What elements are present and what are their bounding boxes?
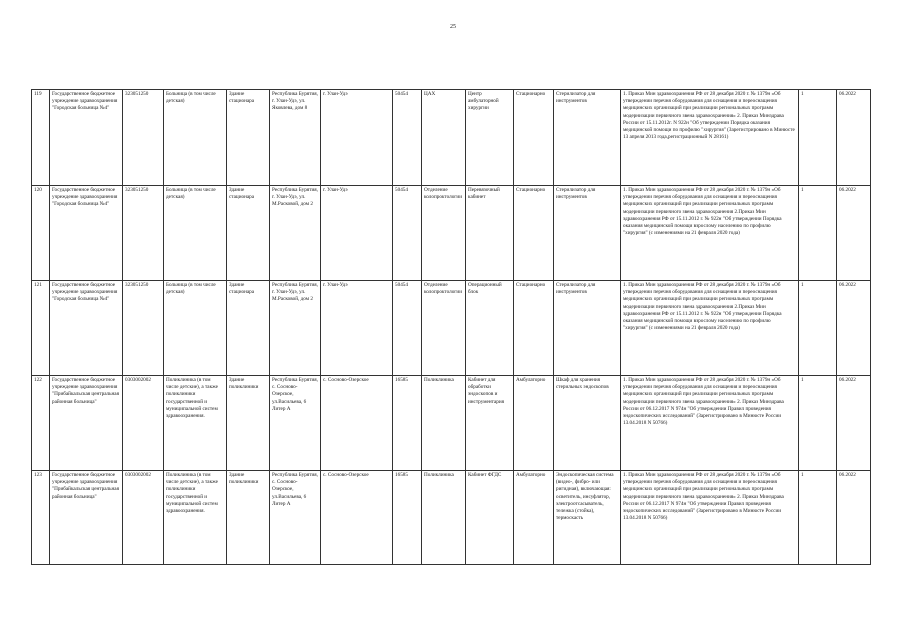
organization-code-cell: 323051250 xyxy=(123,281,164,376)
oktmo-code-cell: 50454 xyxy=(393,186,422,281)
department-cell: Отделение колопроктологии xyxy=(422,281,466,376)
table-row xyxy=(32,90,871,186)
row-number-cell: 120 xyxy=(32,186,50,281)
organization-code-cell: 323051250 xyxy=(123,186,164,281)
locality-cell: г. Улан-Удэ xyxy=(321,281,393,376)
building-type-cell: Здание стационара xyxy=(227,90,270,186)
facility-type-cell: Поликлиника (в том числе детские), а также поликлиники государственной и муниципальной систем здравоохранения. xyxy=(164,376,227,471)
building-type-cell: Здание стационара xyxy=(227,281,270,376)
legal-basis-cell: 1. Приказ Мин здравоохранения РФ от 28 декабря 2020 г. № 1379н «Об утверждении перечня оборудования для оснащения и переоснащения медицинских организаций при реализации региональных программ модернизации первичного звена здравоохранения 2.Приказ Мин здравоохранения РФ от 15.11.2012 г. № 922н "Об утверждении Порядка оказания медицинской помощи взрослому населению по профилю "хирургия" (с изменениями на 21 февраля 2020 года) xyxy=(621,281,799,376)
department-cell: Поликлиника xyxy=(422,376,466,471)
subdivision-cell: Операционный блок xyxy=(466,281,514,376)
row-number-cell: 121 xyxy=(32,281,50,376)
organization-code-cell: 0303002002 xyxy=(123,471,164,565)
organization-name-cell: Государственное бюджетное учреждение здравоохранения "Прибайкальская центральная районная больница" xyxy=(50,471,123,565)
facility-type-cell: Больница (в том числе детская) xyxy=(164,186,227,281)
table-row xyxy=(32,376,871,471)
equipment-name-cell: Стерилизатор для инструментов xyxy=(554,281,621,376)
equipment-table xyxy=(31,89,871,565)
building-type-cell: Здание поликлиники xyxy=(227,471,270,565)
address-cell: Республика Бурятия, г. Улан-Удэ, ул. М.Расковой, дом 2 xyxy=(270,281,321,376)
delivery-date-cell: 06.2022 xyxy=(837,186,871,281)
care-type-cell: Стационарно xyxy=(514,90,554,186)
table-row xyxy=(32,471,871,565)
care-type-cell: Стационарно xyxy=(514,186,554,281)
organization-name-cell: Государственное бюджетное учреждение здравоохранения "Прибайкальская центральная районная больница" xyxy=(50,376,123,471)
department-cell: Поликлиника xyxy=(422,471,466,565)
row-number-cell: 119 xyxy=(32,90,50,186)
locality-cell: с. Сосново-Озерское xyxy=(321,471,393,565)
quantity-cell: 1 xyxy=(799,376,837,471)
subdivision-cell: Перевязочный кабинет xyxy=(466,186,514,281)
equipment-name-cell: Эндоскопическая система (видео-, фибро- или ригидная), включающая: осветитель, инсуфлятор, электроотсасыватель, тележка (стойка), термоскасть xyxy=(554,471,621,565)
department-cell: Отделение колопроктологии xyxy=(422,186,466,281)
building-type-cell: Здание поликлиники xyxy=(227,376,270,471)
address-cell: Республика Бурятия, г. Улан-Удэ, ул. Яковлева, дом 8 xyxy=(270,90,321,186)
building-type-cell: Здание стационара xyxy=(227,186,270,281)
care-type-cell: Стационарно xyxy=(514,281,554,376)
department-cell: ЦАХ xyxy=(422,90,466,186)
delivery-date-cell: 06.2022 xyxy=(837,471,871,565)
table-row xyxy=(32,186,871,281)
equipment-name-cell: Стерилизатор для инструментов xyxy=(554,90,621,186)
equipment-name-cell: Стерилизатор для инструментов xyxy=(554,186,621,281)
legal-basis-cell: 1. Приказ Мин здравоохранения РФ от 28 декабря 2020 г. № 1379н «Об утверждении перечня оборудования для оснащения и переоснащения медицинских организаций при реализации региональных программ модернизации первичного звена здравоохранения» 2. Приказ Минздрава России от 15.11.2012г. N 922н "Об утверждении Порядка оказания медицинской помощи по профилю "хирургия" (Зарегистрировано в Минюсте 13 апреля 2013 года,регистрационный N 28161) xyxy=(621,90,799,186)
subdivision-cell: Центр амбулаторной хирургии xyxy=(466,90,514,186)
delivery-date-cell: 06.2022 xyxy=(837,90,871,186)
care-type-cell: Амбулаторно xyxy=(514,471,554,565)
oktmo-code-cell: 16585 xyxy=(393,376,422,471)
delivery-date-cell: 06.2022 xyxy=(837,376,871,471)
page-number: 25 xyxy=(450,24,456,30)
organization-code-cell: 0303002002 xyxy=(123,376,164,471)
subdivision-cell: Кабинет для обработки эндоскопов и инструментария xyxy=(466,376,514,471)
facility-type-cell: Поликлиника (в том числе детские), а также поликлиники государственной и муниципальной систем здравоохранения. xyxy=(164,471,227,565)
address-cell: Республика Бурятия, г. Улан-Удэ, ул. М.Расковой, дом 2 xyxy=(270,186,321,281)
quantity-cell: 1 xyxy=(799,471,837,565)
locality-cell: г. Улан-Удэ xyxy=(321,186,393,281)
facility-type-cell: Больница (в том числе детская) xyxy=(164,90,227,186)
organization-name-cell: Государственное бюджетное учреждение здравоохранения "Городская больница №4" xyxy=(50,90,123,186)
oktmo-code-cell: 16585 xyxy=(393,471,422,565)
oktmo-code-cell: 50454 xyxy=(393,90,422,186)
organization-name-cell: Государственное бюджетное учреждение здравоохранения "Городская больница №4" xyxy=(50,281,123,376)
legal-basis-cell: 1. Приказ Мин здравоохранения РФ от 28 декабря 2020 г. № 1379н «Об утверждении перечня оборудования для оснащения и переоснащения медицинских организаций при реализации региональных программ модернизации первичного звена здравоохранения 2.Приказ Мин здравоохранения РФ от 15.11.2012 г. № 922н "Об утверждении Порядка оказания медицинской помощи взрослому населению по профилю "хирургия" (с изменениями на 21 февраля 2020 года) xyxy=(621,186,799,281)
facility-type-cell: Больница (в том числе детская) xyxy=(164,281,227,376)
address-cell: Республика Бурятия, с. Сосново-Озерское, ул.Васильева, 6 Литер А xyxy=(270,376,321,471)
care-type-cell: Амбулаторно xyxy=(514,376,554,471)
locality-cell: с. Сосново-Озерское xyxy=(321,376,393,471)
equipment-name-cell: Шкаф для хранения стерильных эндоскопов xyxy=(554,376,621,471)
address-cell: Республика Бурятия, с. Сосново-Озерское, ул.Васильева, 6 Литер А xyxy=(270,471,321,565)
quantity-cell: 1 xyxy=(799,281,837,376)
legal-basis-cell: 1. Приказ Мин здравоохранения РФ от 28 декабря 2020 г. № 1379н «Об утверждении перечня оборудования для оснащения и переоснащения медицинских организаций при реализации региональных программ модернизации первичного звена здравоохранения» 2. Приказ Минздрава России от 06.12.2017 N 974н "Об утверждении Правил проведения эндоскопических исследований" (Зарегистрировано в Минюсте России 13.04.2018 N 50766) xyxy=(621,376,799,471)
row-number-cell: 123 xyxy=(32,471,50,565)
delivery-date-cell: 06.2022 xyxy=(837,281,871,376)
locality-cell: г. Улан-Удэ xyxy=(321,90,393,186)
organization-name-cell: Государственное бюджетное учреждение здравоохранения "Городская больница №4" xyxy=(50,186,123,281)
legal-basis-cell: 1. Приказ Мин здравоохранения РФ от 28 декабря 2020 г. № 1379н «Об утверждении перечня оборудования для оснащения и переоснащения медицинских организаций при реализации региональных программ модернизации первичного звена здравоохранения» 2. Приказ Минздрава России от 06.12.2017 N 974н "Об утверждении Правил проведения эндоскопических исследований" (Зарегистрировано в Минюсте России 13.04.2018 N 50766) xyxy=(621,471,799,565)
organization-code-cell: 323051250 xyxy=(123,90,164,186)
oktmo-code-cell: 50454 xyxy=(393,281,422,376)
row-number-cell: 122 xyxy=(32,376,50,471)
quantity-cell: 1 xyxy=(799,186,837,281)
subdivision-cell: Кабинет ФГДС xyxy=(466,471,514,565)
quantity-cell: 1 xyxy=(799,90,837,186)
table-row xyxy=(32,281,871,376)
